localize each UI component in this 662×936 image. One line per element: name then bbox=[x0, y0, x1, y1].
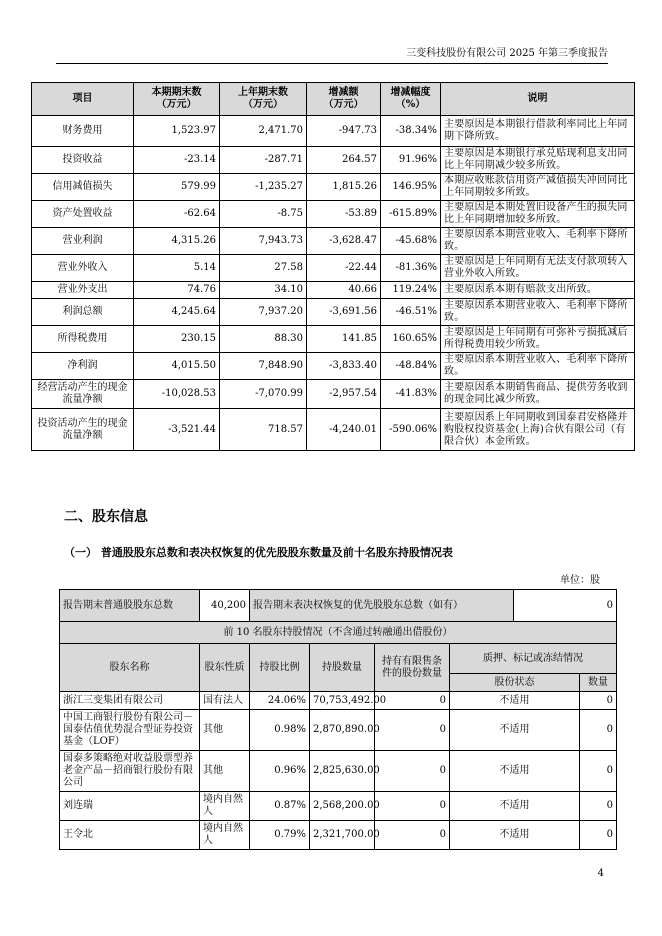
shareholder-nature: 国有法人 bbox=[200, 692, 250, 710]
col-shareholder-name: 股东名称 bbox=[60, 644, 200, 692]
row-change: -3,628.47 bbox=[307, 228, 381, 255]
row-previous: -7,070.99 bbox=[220, 380, 307, 409]
table-row bbox=[32, 228, 635, 255]
row-item: 资产处置收益 bbox=[32, 201, 134, 228]
total-shareholders-label: 报告期末普通股股东总数 bbox=[60, 590, 200, 622]
row-percent: -81.36% bbox=[381, 255, 441, 282]
row-previous: 88.30 bbox=[220, 326, 307, 353]
row-note: 主要原因系本期营业收入、毛利率下降所致。 bbox=[441, 228, 635, 255]
shareholder-restricted: 0 bbox=[375, 692, 450, 710]
shareholder-ratio: 24.06% bbox=[250, 692, 310, 710]
top10-title: 前 10 名股东持股情况（不含通过转融通出借股份） bbox=[60, 622, 617, 644]
row-current: 230.15 bbox=[134, 326, 220, 353]
total-shareholders-value: 40,200 bbox=[200, 590, 250, 622]
col-pledge-status: 质押、标记或冻结情况 bbox=[450, 644, 617, 674]
shareholder-quantity: 2,825,630.00 bbox=[310, 751, 375, 792]
shareholder-quantity: 70,753,492.00 bbox=[310, 692, 375, 710]
row-percent: -41.83% bbox=[381, 380, 441, 409]
row-note: 本期应收账款信用资产减值损失冲回同比上年同期较多所致。 bbox=[441, 174, 635, 201]
row-note: 主要原因是本期银行承兑贴现利息支出同比上年同期减少较多所致。 bbox=[441, 147, 635, 174]
shareholder-pledge-count: 0 bbox=[580, 792, 617, 821]
row-percent: -45.68% bbox=[381, 228, 441, 255]
row-percent: -615.89% bbox=[381, 201, 441, 228]
table-row bbox=[32, 380, 635, 409]
row-previous: 7,848.90 bbox=[220, 353, 307, 380]
col-header-item: 项目 bbox=[32, 83, 134, 116]
row-percent: 91.96% bbox=[381, 147, 441, 174]
shareholder-ratio: 0.79% bbox=[250, 821, 310, 850]
shareholder-row bbox=[60, 792, 617, 821]
unit-label: 单位：股 bbox=[560, 575, 600, 586]
row-previous: 7,943.73 bbox=[220, 228, 307, 255]
col-pledge-count: 数量 bbox=[580, 674, 617, 692]
row-note: 主要原因是上年同期有无法支付款项转入营业外收入所致。 bbox=[441, 255, 635, 282]
row-percent: -590.06% bbox=[381, 409, 441, 451]
shareholder-share-status: 不适用 bbox=[450, 692, 580, 710]
row-change: 264.57 bbox=[307, 147, 381, 174]
row-item: 投资收益 bbox=[32, 147, 134, 174]
table-row bbox=[32, 326, 635, 353]
row-previous: -1,235.27 bbox=[220, 174, 307, 201]
summary-row bbox=[60, 590, 617, 622]
shareholder-row bbox=[60, 821, 617, 850]
shareholder-name: 王令北 bbox=[60, 821, 200, 850]
shareholder-name: 刘连瑞 bbox=[60, 792, 200, 821]
row-note: 主要原因是本期处置旧设备产生的损失同比上年同期增加较多所致。 bbox=[441, 201, 635, 228]
row-change: -947.73 bbox=[307, 116, 381, 147]
col-header-percent: 增减幅度 （%） bbox=[381, 83, 441, 116]
row-current: -62.64 bbox=[134, 201, 220, 228]
shareholder-nature: 境内自然人 bbox=[200, 821, 250, 850]
shareholder-row bbox=[60, 751, 617, 792]
row-current: -10,028.53 bbox=[134, 380, 220, 409]
row-previous: 27.58 bbox=[220, 255, 307, 282]
table-row bbox=[32, 174, 635, 201]
row-current: -3,521.44 bbox=[134, 409, 220, 451]
row-current: 4,315.26 bbox=[134, 228, 220, 255]
shareholder-restricted: 0 bbox=[375, 792, 450, 821]
table-row bbox=[32, 201, 635, 228]
shareholder-quantity: 2,568,200.00 bbox=[310, 792, 375, 821]
shareholder-header-row-1 bbox=[60, 644, 617, 674]
top10-title-row bbox=[60, 622, 617, 644]
col-restricted-shares: 持有有限售条件的股份数量 bbox=[375, 644, 450, 692]
row-change: -53.89 bbox=[307, 201, 381, 228]
shareholder-ratio: 0.98% bbox=[250, 710, 310, 751]
shareholder-restricted: 0 bbox=[375, 710, 450, 751]
subsection-title: （一） 普通股股东总数和表决权恢复的优先股股东数量及前十名股东持股情况表 bbox=[64, 546, 453, 559]
row-change: -22.44 bbox=[307, 255, 381, 282]
row-change: 1,815.26 bbox=[307, 174, 381, 201]
shareholder-restricted: 0 bbox=[375, 821, 450, 850]
shareholder-quantity: 2,321,700.00 bbox=[310, 821, 375, 850]
shareholder-share-status: 不适用 bbox=[450, 792, 580, 821]
shareholder-share-status: 不适用 bbox=[450, 751, 580, 792]
row-current: 74.76 bbox=[134, 282, 220, 299]
row-item: 营业外收入 bbox=[32, 255, 134, 282]
row-current: 5.14 bbox=[134, 255, 220, 282]
row-percent: -46.51% bbox=[381, 299, 441, 326]
preferred-shareholders-value: 0 bbox=[514, 590, 617, 622]
row-item: 所得税费用 bbox=[32, 326, 134, 353]
financial-changes-table bbox=[31, 82, 635, 451]
row-note: 主要原因系本期销售商品、提供劳务收到的现金同比减少所致。 bbox=[441, 380, 635, 409]
row-note: 主要原因系上年同期收到国泰君安格隆并购股权投资基金(上海)合伙有限公司（有限合伙）本金所致。 bbox=[441, 409, 635, 451]
shareholder-row bbox=[60, 710, 617, 751]
shareholder-table bbox=[59, 589, 617, 850]
row-current: -23.14 bbox=[134, 147, 220, 174]
shareholder-nature: 其他 bbox=[200, 751, 250, 792]
row-note: 主要原因是本期银行借款利率同比上年同期下降所致。 bbox=[441, 116, 635, 147]
row-change: -3,691.56 bbox=[307, 299, 381, 326]
row-current: 1,523.97 bbox=[134, 116, 220, 147]
row-item: 经营活动产生的现金流量净额 bbox=[32, 380, 134, 409]
table-row bbox=[32, 116, 635, 147]
row-previous: -287.71 bbox=[220, 147, 307, 174]
row-previous: 718.57 bbox=[220, 409, 307, 451]
table-row bbox=[32, 353, 635, 380]
row-previous: 2,471.70 bbox=[220, 116, 307, 147]
row-change: -2,957.54 bbox=[307, 380, 381, 409]
row-current: 4,015.50 bbox=[134, 353, 220, 380]
table-row bbox=[32, 147, 635, 174]
row-previous: 34.10 bbox=[220, 282, 307, 299]
shareholder-pledge-count: 0 bbox=[580, 751, 617, 792]
row-percent: 119.24% bbox=[381, 282, 441, 299]
shareholder-name: 国泰多策略绝对收益股票型养老金产品－招商银行股份有限公司 bbox=[60, 751, 200, 792]
col-header-current: 本期期末数 （万元） bbox=[134, 83, 220, 116]
row-note: 主要原因系本期营业收入、毛利率下降所致。 bbox=[441, 353, 635, 380]
row-current: 579.99 bbox=[134, 174, 220, 201]
section-title: 二、股东信息 bbox=[64, 509, 148, 525]
row-note: 主要原因系本期有赔款支出所致。 bbox=[441, 282, 635, 299]
row-item: 财务费用 bbox=[32, 116, 134, 147]
shareholder-ratio: 0.87% bbox=[250, 792, 310, 821]
table-row bbox=[32, 299, 635, 326]
row-change: 40.66 bbox=[307, 282, 381, 299]
shareholder-quantity: 2,870,890.00 bbox=[310, 710, 375, 751]
col-holding-ratio: 持股比例 bbox=[250, 644, 310, 692]
table-row bbox=[32, 255, 635, 282]
row-item: 信用减值损失 bbox=[32, 174, 134, 201]
col-holding-quantity: 持股数量 bbox=[310, 644, 375, 692]
col-share-status: 股份状态 bbox=[450, 674, 580, 692]
shareholder-pledge-count: 0 bbox=[580, 821, 617, 850]
row-note: 主要原因系本期营业收入、毛利率下降所致。 bbox=[441, 299, 635, 326]
row-previous: -8.75 bbox=[220, 201, 307, 228]
row-previous: 7,937.20 bbox=[220, 299, 307, 326]
page-number: 4 bbox=[597, 868, 604, 879]
row-change: 141.85 bbox=[307, 326, 381, 353]
row-change: -4,240.01 bbox=[307, 409, 381, 451]
page-header: 三变科技股份有限公司 2025 年第三季度报告 bbox=[56, 44, 608, 64]
table-row bbox=[32, 409, 635, 451]
shareholder-pledge-count: 0 bbox=[580, 710, 617, 751]
row-percent: 160.65% bbox=[381, 326, 441, 353]
preferred-shareholders-label: 报告期末表决权恢复的优先股股东总数（如有） bbox=[250, 590, 514, 622]
row-percent: -48.84% bbox=[381, 353, 441, 380]
shareholder-nature: 其他 bbox=[200, 710, 250, 751]
table-header-row bbox=[32, 83, 635, 116]
row-item: 净利润 bbox=[32, 353, 134, 380]
col-header-change: 增减额 （万元） bbox=[307, 83, 381, 116]
row-item: 营业外支出 bbox=[32, 282, 134, 299]
row-item: 利润总额 bbox=[32, 299, 134, 326]
shareholder-row bbox=[60, 692, 617, 710]
row-percent: -38.34% bbox=[381, 116, 441, 147]
shareholder-pledge-count: 0 bbox=[580, 692, 617, 710]
shareholder-ratio: 0.96% bbox=[250, 751, 310, 792]
shareholder-name: 中国工商银行股份有限公司－国泰估值优势混合型证券投资基金（LOF） bbox=[60, 710, 200, 751]
row-item: 营业利润 bbox=[32, 228, 134, 255]
table-row bbox=[32, 282, 635, 299]
shareholder-restricted: 0 bbox=[375, 751, 450, 792]
row-note: 主要原因是上年同期有可弥补亏损抵减后所得税费用较少所致。 bbox=[441, 326, 635, 353]
shareholder-nature: 境内自然人 bbox=[200, 792, 250, 821]
row-change: -3,833.40 bbox=[307, 353, 381, 380]
row-item: 投资活动产生的现金流量净额 bbox=[32, 409, 134, 451]
row-percent: 146.95% bbox=[381, 174, 441, 201]
row-current: 4,245.64 bbox=[134, 299, 220, 326]
col-header-note: 说明 bbox=[441, 83, 635, 116]
col-shareholder-nature: 股东性质 bbox=[200, 644, 250, 692]
shareholder-share-status: 不适用 bbox=[450, 821, 580, 850]
col-header-previous: 上年期末数 （万元） bbox=[220, 83, 307, 116]
shareholder-name: 浙江三变集团有限公司 bbox=[60, 692, 200, 710]
shareholder-share-status: 不适用 bbox=[450, 710, 580, 751]
